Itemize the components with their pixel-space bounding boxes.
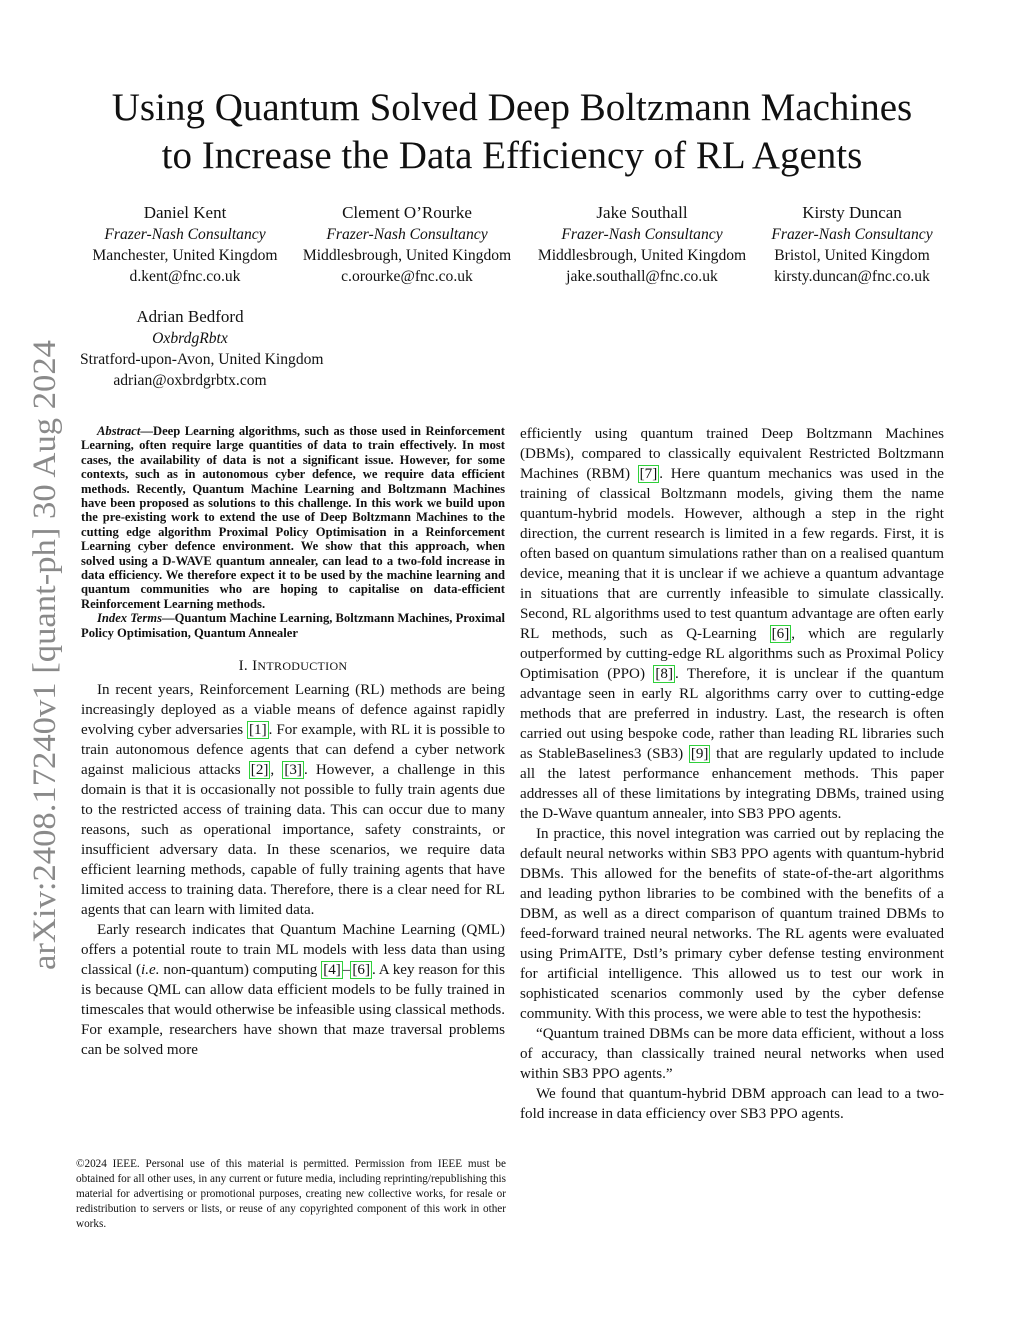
author-block — [82, 202, 288, 287]
abstract — [81, 424, 505, 611]
left-column — [81, 424, 505, 1060]
paragraph: In practice, this novel integration was carried out by replacing the default neural networks within SB3 PPO agents with quantum-hybrid DBMs. This allowed for the benefits of state-of-the-art algorithms and leading python libraries to be combined with the benefits of a DBM, as well as a direct comparison of quantum trained DBMs to feed-forward trained neural networks. The RL agents were evaluated using PrimAITE, Dstl’s primary cyber defense testing environment for artificial intelligence. This allowed us to test our work in sophisticated scenarios commonly used by the cyber defense community. With this process, we were able to test the hypothesis: — [520, 826, 944, 1022]
paragraph — [81, 680, 505, 920]
section-numeral: I. — [238, 658, 253, 675]
abstract-label: Abstract — [97, 424, 141, 438]
title-line: to Increase the Data Efficiency of RL Agents — [161, 134, 863, 177]
arxiv-stamp-svg — [22, 340, 66, 970]
citation-link[interactable]: [6] — [352, 962, 370, 979]
author-email[interactable]: jake.southall@fnc.co.uk — [566, 268, 718, 285]
section-heading — [81, 656, 505, 676]
text-run: efficiently using quantum trained Deep Boltzmann Machines (DBMs), compared to classically equivalent Restricted Boltzmann Machines (RBM) — [520, 426, 944, 482]
text-run: , which are regularly outperformed by cutting-edge RL algorithms such as Proximal Policy Optimisation (PPO) — [520, 626, 944, 682]
author-block — [762, 202, 942, 287]
index-terms-text: —Quantum Machine Learning, Boltzmann Machines, Proximal Policy Optimisation, Quantum Annealer — [81, 611, 506, 640]
text-run: . A key reason for this is because QML can allow data efficient models to be fully trained in timescales that would otherwise be infeasible using classical methods. For example, researchers have shown that maze traversal problems can be solved more — [81, 962, 505, 1059]
text-run: . However, a challenge in this domain is that it is occasionally not possible to fully train agents due to the restricted access of training data. This can occur due to many reasons, such as operational importance, safety constraints, or insufficient adversary data. In these scenarios, we require data efficient learning methods, capable of fully training agents that have limited access to training data. Therefore, there is a clear need for RL agents that can learn with limited data. — [81, 762, 506, 919]
arxiv-stamp — [22, 340, 66, 970]
paragraph — [81, 920, 505, 1060]
author-name: Kirsty Duncan — [802, 203, 902, 222]
author-name: Adrian Bedford — [136, 307, 244, 326]
citation-link[interactable]: [9] — [690, 746, 709, 762]
section-rest: NTRODUCTION — [257, 659, 348, 674]
author-affiliation: Frazer-Nash Consultancy — [561, 226, 723, 243]
author-email[interactable]: c.orourke@fnc.co.uk — [341, 268, 473, 285]
text-run: In recent years, Reinforcement Learning (RL) methods are being increasingly deployed as a viable means of defence against rapidly evolving cyber adversaries — [81, 682, 505, 739]
author-affiliation: Frazer-Nash Consultancy — [326, 226, 488, 243]
text-run: . Therefore, it is unclear if the quantum advantage seen in early RL algorithms carry over to cutting-edge methods that are preferred in industry. Last, the research is often carried out using bespoke code, rather than leading RL libraries such as StableBaselines3 (SB3) — [520, 666, 944, 762]
author-location: Stratford-upon-Avon, United Kingdom — [80, 351, 324, 368]
title-line: Using Quantum Solved Deep Boltzmann Machines — [111, 86, 913, 129]
citation-link[interactable]: [7] — [639, 466, 658, 482]
author-affiliation: Frazer-Nash Consultancy — [104, 226, 266, 243]
author-name: Jake Southall — [596, 203, 688, 222]
abstract-text: —Deep Learning algorithms, such as those used in Reinforcement Learning, often require large quantities of data to train effectively. In most cases, the availability of data is not a significant issue. However, for some contexts, such as in autonomous cyber defence, we require data efficient methods. Recently, Quantum Machine Learning and Boltzmann Machines have been proposed as solutions to this challenge. In this work we build upon the pre-existing work to extend the use of Deep Boltzmann Machines to the cutting edge algorithm Proximal Policy Optimisation in a Reinforcement Learning cyber defence environment. We show that this approach, when solved using a D-WAVE quantum annealer, can lead to a two-fold increase in data efficiency. We therefore expect it to be used by the machine learning and quantum communities who are hoping to capitalise on data-efficient Reinforcement Learning methods. — [81, 424, 505, 611]
text-run-italic: i.e. — [141, 962, 160, 979]
author-name: Clement O’Rourke — [342, 203, 472, 222]
paragraph: We found that quantum-hybrid DBM approach can lead to a two-fold increase in data efficiency over SB3 PPO agents. — [520, 1086, 944, 1122]
paragraph — [520, 424, 944, 824]
author-location: Middlesbrough, United Kingdom — [537, 247, 747, 264]
citation-link[interactable]: [6] — [771, 626, 790, 642]
citation-link[interactable]: [1] — [249, 722, 267, 739]
index-terms — [81, 611, 505, 640]
author-location: Manchester, United Kingdom — [92, 247, 278, 264]
author-email[interactable]: adrian@oxbrdgrbtx.com — [113, 372, 267, 389]
citation-link[interactable]: [4] — [323, 962, 341, 979]
paper-title — [60, 84, 964, 180]
text-run: Early research indicates that Quantum Machine Learning (QML) offers a potential route to train ML models with less data than using classical ( — [81, 922, 505, 979]
text-run: . For example, with RL it is possible to train autonomous defence agents that can defend a cyber network against malicious attacks — [81, 722, 505, 779]
text-run: – — [342, 962, 351, 979]
citation-link[interactable]: [8] — [655, 666, 673, 682]
copyright-notice: ©2024 IEEE. Personal use of this material is permitted. Permission from IEEE must be obtained for all other uses, in any current or future media, including reprinting/republishing this material for advertising or promotional purposes, creating new collective works, for resale or redistribution to servers or lists, or reuse of any copyrighted component of this work in other works. — [76, 1158, 506, 1230]
right-column — [520, 424, 944, 1124]
author-email[interactable]: d.kent@fnc.co.uk — [129, 268, 241, 285]
author-affiliation: Frazer-Nash Consultancy — [771, 226, 933, 243]
citation-link[interactable]: [2] — [250, 762, 269, 779]
citation-link[interactable]: [3] — [284, 762, 302, 779]
author-affiliation: OxbrdgRbtx — [152, 330, 228, 347]
text-run: non-quantum) computing — [159, 962, 322, 979]
arxiv-id: arXiv:2408.17240v1 [quant-ph] 30 Aug 2024 — [27, 369, 63, 970]
author-name: Daniel Kent — [143, 203, 227, 222]
text-run: that are regularly updated to include all the latest performance enhancement methods. This paper addresses all of these limitations by integrating DBMs, trained using the D-Wave quantum annealer, into SB3 PPO agents. — [520, 746, 945, 822]
text-run: , — [270, 762, 283, 779]
hypothesis-quote: “Quantum trained DBMs can be more data efficient, without a loss of accuracy, than classically trained neural networks when used within SB3 PPO agents.” — [520, 1026, 944, 1082]
author-email[interactable]: kirsty.duncan@fnc.co.uk — [774, 268, 930, 285]
author-location: Bristol, United Kingdom — [774, 247, 930, 264]
index-terms-label: Index Terms — [97, 611, 162, 626]
author-location: Middlesbrough, United Kingdom — [302, 247, 512, 264]
section-initial: I — [252, 658, 258, 675]
author-block — [528, 202, 756, 287]
text-run: . Here quantum mechanics was used in the training of classical Boltzmann models, giving them the name quantum-hybrid models. However, although a step in the right direction, the current research is limited in a few regards. First, it is often based on quantum simulations rather than on a realised quantum device, meaning that it is unclear if we achieve a quantum advantage in situations that are currently infeasible to simulate classically. Second, RL algorithms used to test quantum advantage are often early RL methods, such as Q-Learning — [520, 466, 944, 642]
author-block — [293, 202, 521, 287]
author-block — [80, 306, 324, 391]
